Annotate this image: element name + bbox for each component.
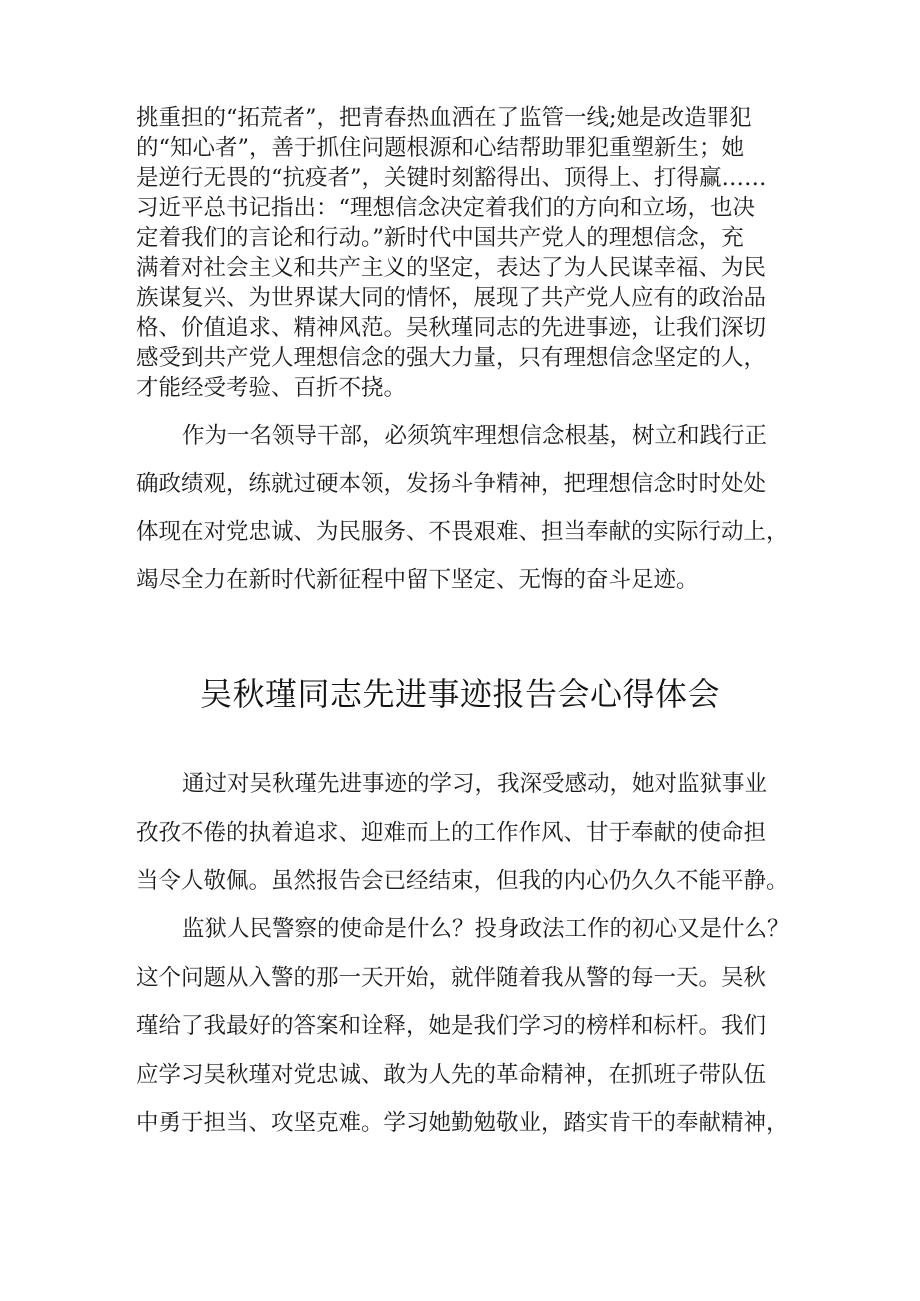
text-line: 这个问题从入警的那一天开始，就伴随着我从警的每一天。吴秋: [136, 965, 767, 991]
text-line: 感受到共产党人理想信念的强大力量，只有理想信念坚定的人，: [136, 345, 767, 371]
text-line: 应学习吴秋瑾对党忠诚、敢为人先的革命精神，在抓班子带队伍: [136, 1062, 767, 1088]
text-line: 体现在对党忠诚、为民服务、不畏艰难、担当奉献的实际行动上，: [136, 519, 789, 545]
text-line: 满着对社会主义和共产主义的坚定，表达了为人民谋幸福、为民: [136, 255, 767, 281]
text-line: 孜孜不倦的执着追求、迎难而上的工作作风、甘于奉献的使命担: [136, 820, 767, 846]
text-line: 格、价值追求、精神风范。吴秋瑾同志的先进事迹，让我们深切: [136, 315, 767, 341]
text-line: 确政绩观，练就过硬本领，发扬斗争精神，把理想信念时时处处: [136, 471, 767, 497]
article-title: 吴秋瑾同志先进事迹报告会心得体会: [199, 675, 720, 713]
text-line: 挑重担的“拓荒者”，把青春热血洒在了监管一线;她是改造罪犯: [136, 105, 752, 131]
text-line: 中勇于担当、攻坚克难。学习她勤勉敬业，踏实肯干的奉献精神，: [136, 1110, 789, 1136]
text-line: 作为一名领导干部，必须筑牢理想信念根基，树立和践行正: [182, 423, 768, 449]
text-line: 通过对吴秋瑾先进事迹的学习，我深受感动，她对监狱事业: [182, 771, 768, 797]
text-line: 定着我们的言论和行动。”新时代中国共产党人的理想信念，充: [136, 225, 744, 251]
text-line: 监狱人民警察的使命是什么？投身政法工作的初心又是什么？: [182, 916, 790, 942]
text-line: 是逆行无畏的“抗疫者”，关键时刻豁得出、顶得上、打得赢……: [136, 165, 767, 191]
text-line: 族谋复兴、为世界谋大同的情怀，展现了共产党人应有的政治品: [136, 285, 767, 311]
text-line: 习近平总书记指出：“理想信念决定着我们的方向和立场，也决: [136, 195, 756, 221]
text-line: 竭尽全力在新时代新征程中留下坚定、无悔的奋斗足迹。: [136, 567, 699, 593]
text-line: 才能经受考验、百折不挠。: [136, 375, 407, 401]
text-line: 当令人敬佩。虽然报告会已经结束，但我的内心仍久久不能平静。: [136, 868, 789, 894]
text-line: 的“知心者”，善于抓住问题根源和心结帮助罪犯重塑新生；她: [136, 135, 745, 161]
text-line: 瑾给了我最好的答案和诠释，她是我们学习的榜样和标杆。我们: [136, 1013, 767, 1039]
